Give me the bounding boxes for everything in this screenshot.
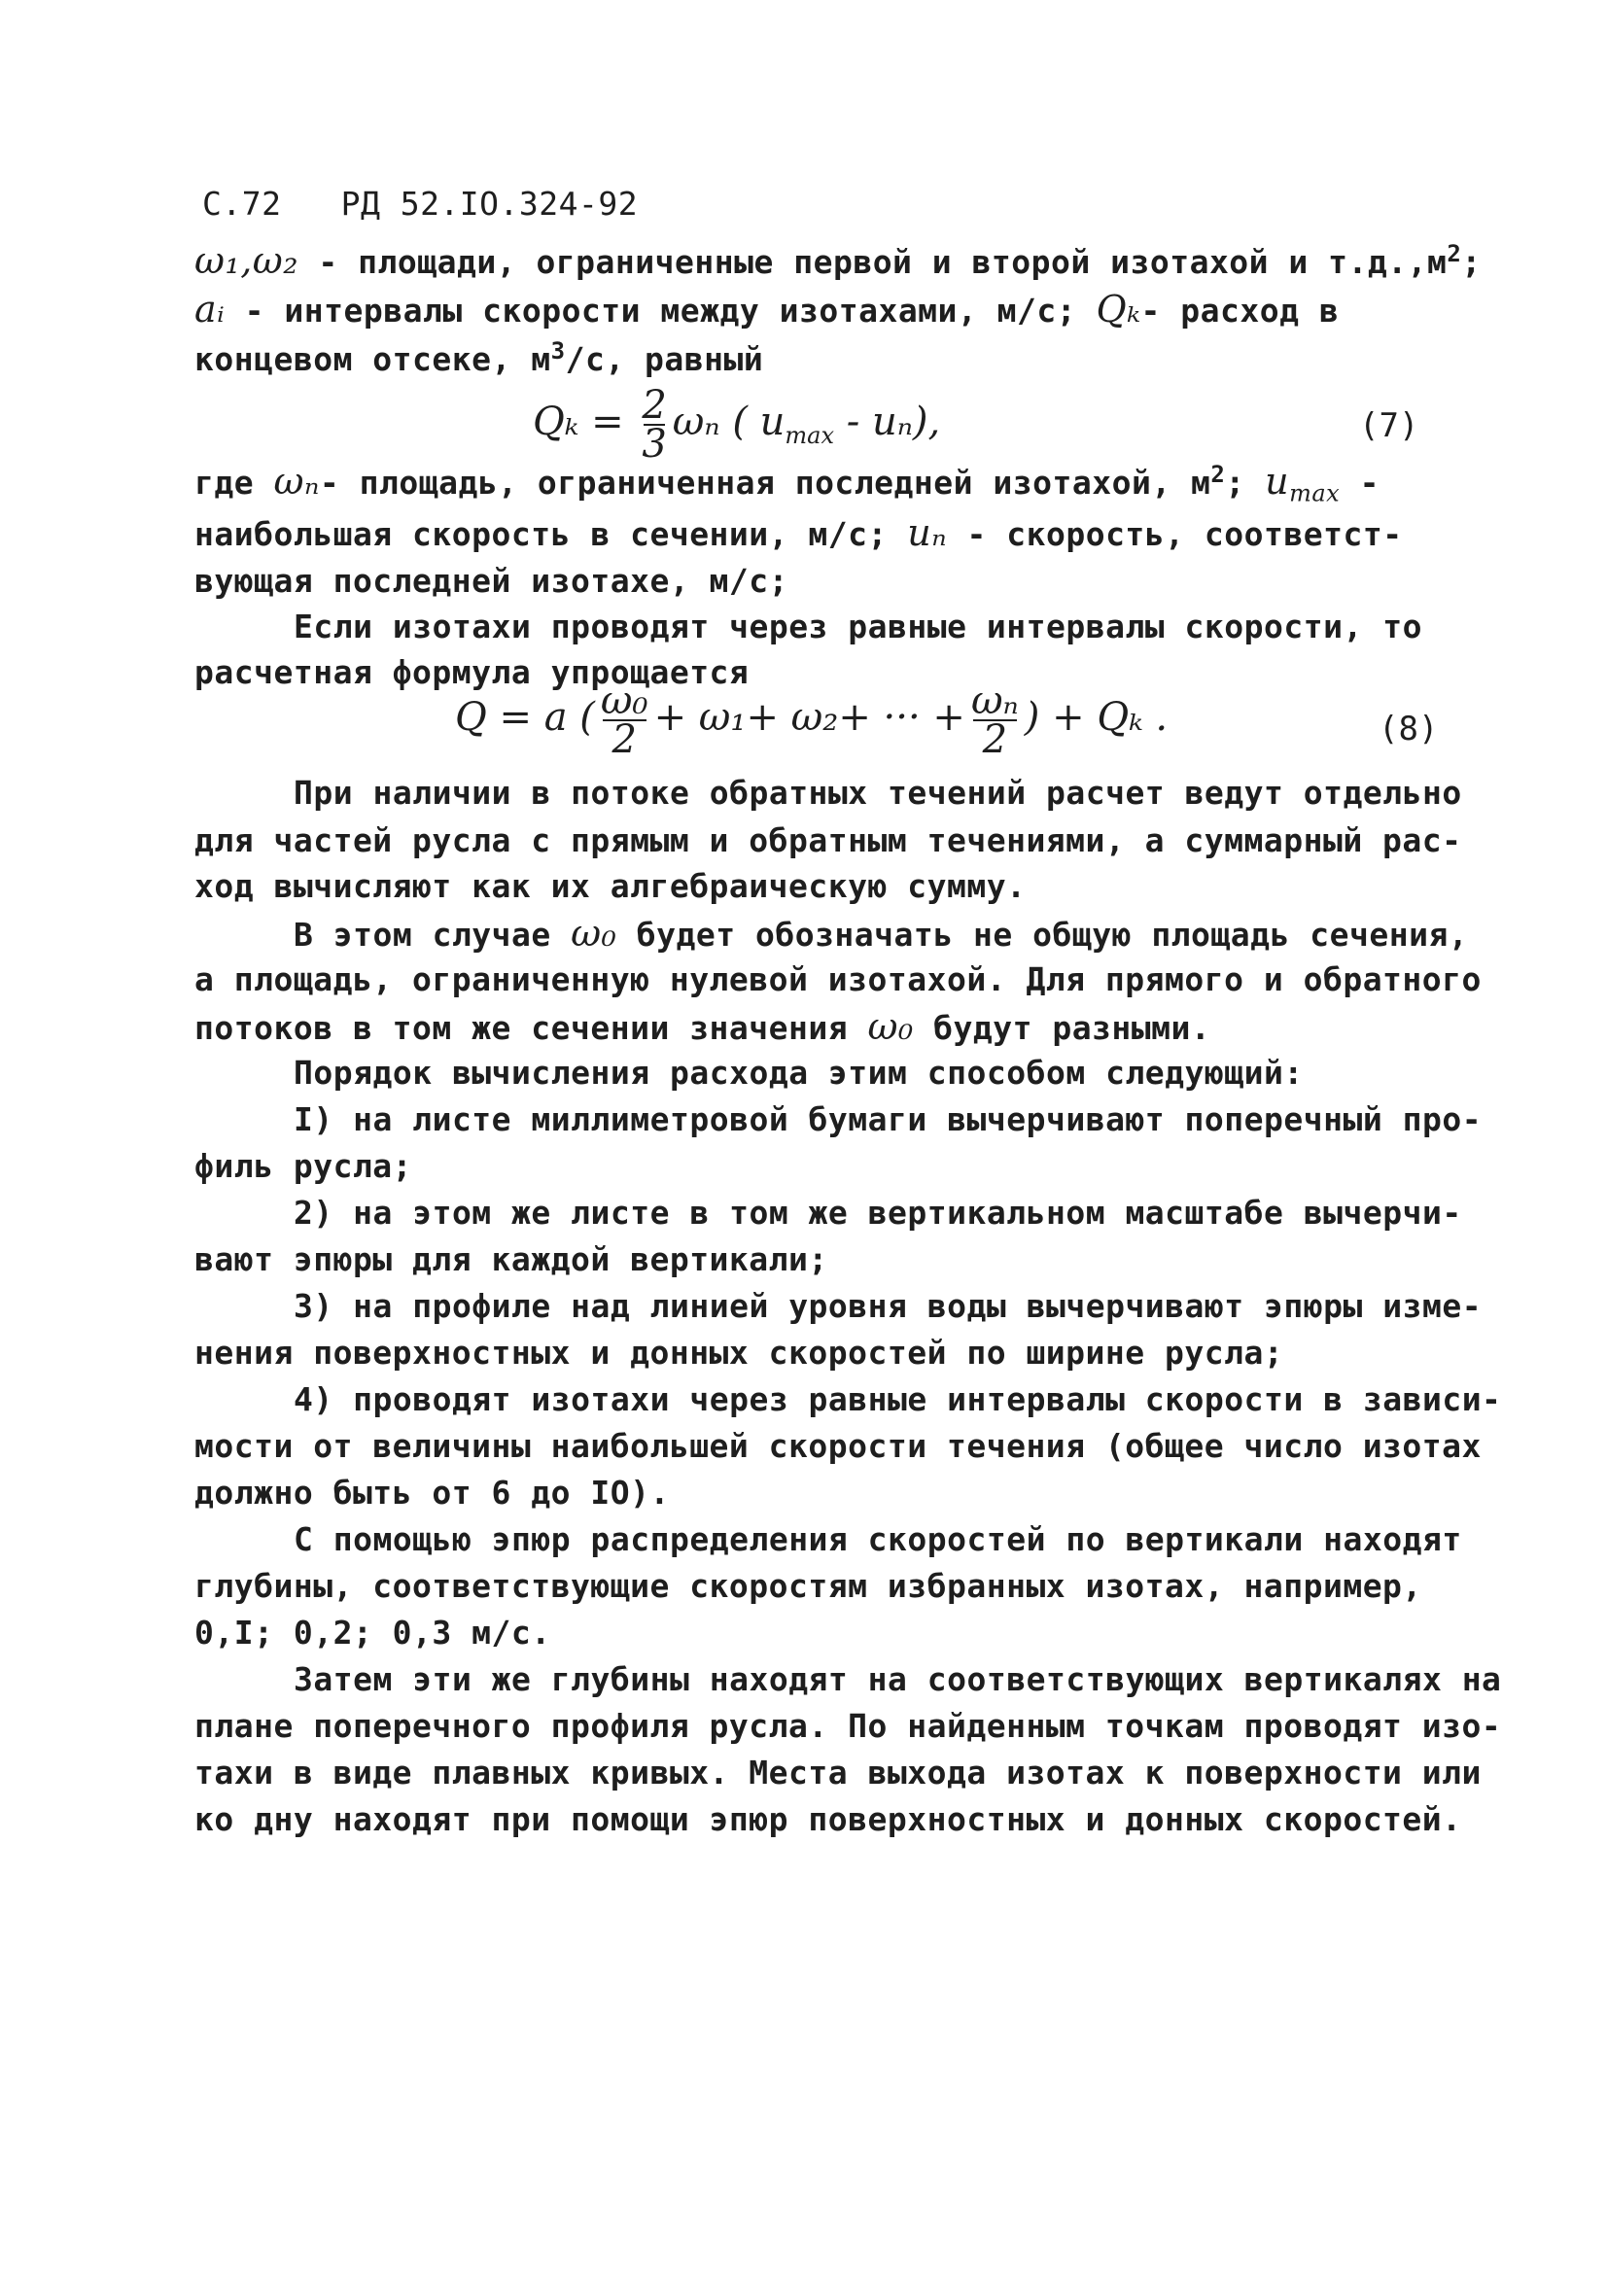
equation-rhs-end: - uₙ), [834, 400, 941, 444]
paragraph-text: будут разными. [913, 1009, 1211, 1047]
fraction-omegan-over-2 [970, 678, 1019, 762]
paragraph-5-line-3: 0,I; 0,2; 0,3 м/с. [194, 1614, 551, 1652]
definition-end: /с, равный [565, 340, 764, 378]
definition-line-2 [194, 290, 1339, 330]
page-header [202, 185, 638, 224]
definition-end: ; [1461, 243, 1482, 281]
paragraph-3-line-1 [294, 914, 1468, 955]
definition-line-1 [194, 241, 1482, 282]
definition-text: - площади, ограниченные первой и второй изотахой и т.д.,м [298, 243, 1448, 281]
equation-rhs: ) + Qₖ . [1024, 695, 1169, 740]
a-i-symbol: aᵢ [194, 288, 226, 330]
superscript: 3 [550, 337, 566, 365]
equation-7 [533, 383, 941, 467]
paragraph-2-line-2: для частей русла с прямым и обратным течениями, а суммарный рас- [194, 821, 1462, 859]
list-item-2-line-1: 2) на этом же листе в том же вертикальном масштабе вычерчи- [294, 1194, 1462, 1232]
superscript: 2 [1210, 461, 1226, 488]
fraction-denominator: 3 [642, 422, 667, 467]
paragraph-4-line-1: Порядок вычисления расхода этим способом следующий: [294, 1054, 1304, 1092]
q-k-symbol: Qₖ [1096, 288, 1141, 330]
equation-lhs: Qₖ = [533, 400, 637, 444]
equation-middle: + ω₁+ ω₂+ ··· + [653, 695, 965, 740]
equation-lhs: Q = a ( [455, 695, 595, 740]
paragraph-6-line-3: тахи в виде плавных кривых. Места выхода изотах к поверхности или [194, 1754, 1482, 1792]
paragraph-2-line-3: ход вычисляют как их алгебраическую сумму. [194, 867, 1027, 905]
page-number: С.72 [202, 185, 282, 223]
fraction-denominator: 2 [611, 717, 637, 762]
omega-symbols: ω₁,ω₂ [194, 239, 299, 282]
fraction-numerator: ω₀ [600, 678, 648, 723]
equation-rhs: ωₙ ( u [672, 400, 786, 444]
omega-n-symbol: ωₙ [273, 460, 320, 503]
list-item-4-line-1: 4) проводят изотахи через равные интервалы скорости в зависи- [294, 1380, 1502, 1418]
paragraph-1-line-2: расчетная формула упрощается [194, 653, 750, 691]
paragraph-1-line-1: Если изотахи проводят через равные интервалы скорости, то [294, 608, 1422, 645]
paragraph-6-line-2: плане поперечного профиля русла. По найденным точкам проводят изо- [194, 1707, 1502, 1745]
where-line-3: вующая последней изотахе, м/с; [194, 562, 789, 600]
paragraph-text: будет обозначать не общую площадь сечения, [616, 916, 1469, 954]
paragraph-2-line-1: При наличии в потоке обратных течений расчет ведут отдельно [294, 774, 1462, 812]
paragraph-text: В этом случае [294, 916, 572, 954]
fraction-denominator: 2 [982, 717, 1008, 762]
list-item-3-line-1: 3) на профиле над линией уровня воды вычерчивают эпюры изме- [294, 1287, 1483, 1325]
document-code: РД 52.IO.324-92 [340, 185, 639, 223]
where-text: где [194, 464, 274, 502]
fraction-two-thirds [642, 383, 667, 467]
subscript: max [1289, 479, 1341, 507]
where-line-1 [194, 460, 1380, 507]
where-text: - [1340, 464, 1380, 502]
paragraph-5-line-2: глубины, соответствующие скоростям избранных изотах, например, [194, 1567, 1422, 1605]
fraction-numerator: ωₙ [970, 678, 1019, 723]
definition-line-3 [194, 337, 764, 379]
definition-text: - расход в [1140, 292, 1340, 330]
paragraph-3-line-3 [194, 1007, 1210, 1048]
where-text: ; [1225, 464, 1266, 502]
where-line-2 [194, 513, 1403, 554]
list-item-4-line-3: должно быть от 6 до IO). [194, 1474, 670, 1512]
subscript: max [785, 422, 835, 449]
list-item-1-line-2: филь русла; [194, 1147, 413, 1185]
definition-text: концевом отсеке, м [194, 340, 551, 378]
definition-text: - интервалы скорости между изотахами, м/с; [225, 292, 1097, 330]
where-text: - площадь, ограниченная последней изотахой, м [319, 464, 1211, 502]
paragraph-6-line-4: ко дну находят при помощи эпюр поверхностных и донных скоростей. [194, 1800, 1462, 1838]
superscript: 2 [1447, 240, 1462, 267]
paragraph-3-line-2: а площадь, ограниченную нулевой изотахой. Для прямого и обратного [194, 960, 1482, 998]
list-item-4-line-2: мости от величины наибольшей скорости течения (общее число изотах [194, 1427, 1482, 1465]
fraction-numerator: 2 [642, 383, 667, 428]
list-item-3-line-2: нения поверхностных и донных скоростей по ширине русла; [194, 1334, 1284, 1372]
where-text: - скорость, соответст- [947, 515, 1403, 553]
fraction-omega0-over-2 [600, 678, 648, 762]
paragraph-6-line-1: Затем эти же глубины находят на соответствующих вертикалях на [294, 1660, 1502, 1698]
paragraph-text: потоков в том же сечении значения [194, 1009, 868, 1047]
omega-0-symbol: ω₀ [571, 912, 617, 955]
u-n-symbol: uₙ [907, 511, 948, 554]
list-item-2-line-2: вают эпюры для каждой вертикали; [194, 1240, 828, 1278]
equation-number-8: (8) [1379, 710, 1439, 748]
equation-number-7: (7) [1359, 406, 1419, 445]
u-max-symbol: u [1265, 460, 1290, 503]
paragraph-5-line-1: С помощью эпюр распределения скоростей по вертикали находят [294, 1520, 1462, 1558]
where-text: наибольшая скорость в сечении, м/с; [194, 515, 908, 553]
list-item-1-line-1: I) на листе миллиметровой бумаги вычерчивают поперечный про- [294, 1100, 1483, 1138]
omega-0-symbol: ω₀ [867, 1005, 914, 1048]
equation-8 [455, 678, 1169, 762]
